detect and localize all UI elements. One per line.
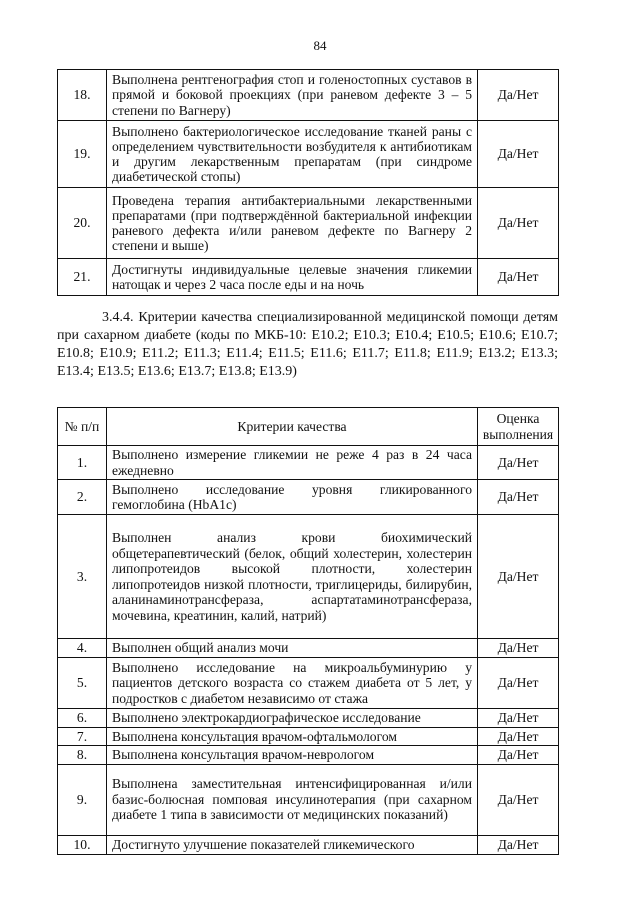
criterion-text: Достигнуты индивидуальные целевые значения гликемии натощак и через 2 часа после еды и на ночь [107, 259, 478, 296]
criterion-text: Выполнена заместительная интенсифицированная и/или базис-болюсная помповая инсулинотерапия (при сахарном диабете 1 типа в зависимости от медицинских показаний) [107, 764, 478, 835]
row-number: 7. [58, 727, 107, 746]
table-row [58, 259, 559, 296]
assessment-value: Да/Нет [478, 658, 559, 709]
table-header-row [58, 408, 559, 446]
table-row [58, 639, 559, 658]
table-row [58, 764, 559, 835]
assessment-value: Да/Нет [478, 746, 559, 765]
assessment-value: Да/Нет [478, 515, 559, 639]
row-number: 4. [58, 639, 107, 658]
criterion-text: Выполнена рентгенография стоп и голеностопных суставов в прямой и боковой проекциях (при раневом дефекте 3 – 5 степени по Вагнеру) [107, 70, 478, 121]
assessment-value: Да/Нет [478, 709, 559, 728]
assessment-value: Да/Нет [478, 259, 559, 296]
criterion-text: Выполнена консультация врачом-неврологом [107, 746, 478, 765]
criterion-text: Выполнено измерение гликемии не реже 4 раз в 24 часа ежедневно [107, 446, 478, 480]
table-row [58, 70, 559, 121]
header-criteria: Критерии качества [107, 408, 478, 446]
table-row [58, 835, 559, 854]
assessment-value: Да/Нет [478, 480, 559, 515]
row-number: 5. [58, 658, 107, 709]
criterion-text: Выполнен анализ крови биохимический общетерапевтический (белок, общий холестерин, холестерин липопротеидов высокой плотности, холестерин липопротеидов низкой плотности, триглицериды, билирубин, аланинаминотрансфераза, аспартатаминотрансфераза, мочевина, креатинин, калий, натрий) [107, 515, 478, 639]
criterion-text: Выполнено исследование уровня гликированного гемоглобина (HbA1c) [107, 480, 478, 515]
row-number: 1. [58, 446, 107, 480]
criteria-table-continued [57, 69, 559, 296]
row-number: 2. [58, 480, 107, 515]
criterion-text: Проведена терапия антибактериальными лекарственными препаратами (при подтверждённой бактериальной инфекции раневого дефекта и/или раневом дефекте по Вагнеру 2 степени и выше) [107, 188, 478, 259]
assessment-value: Да/Нет [478, 764, 559, 835]
table-row [58, 446, 559, 480]
criterion-text: Достигнуто улучшение показателей гликемического [107, 835, 478, 854]
section-heading: 3.4.4. Критерии качества специализированной медицинской помощи детям при сахарном диабете (коды по МКБ-10: E10.2; E10.3; E10.4; E10.5; E10.6; E10.7; E10.8; E10.9; E11.2; E11.3; E11.4; E11.5; E11.6; E11.7; E11.8; E11.9; E13.2; E13.3; E13.4; E13.5; E13.6; E13.7; E13.8; E13.9) [57, 310, 558, 379]
row-number: 19. [58, 121, 107, 188]
table-row [58, 727, 559, 746]
row-number: 20. [58, 188, 107, 259]
assessment-value: Да/Нет [478, 121, 559, 188]
assessment-value: Да/Нет [478, 639, 559, 658]
table-row [58, 746, 559, 765]
table-row [58, 188, 559, 259]
table-row [58, 121, 559, 188]
header-number: № п/п [58, 408, 107, 446]
table-row [58, 480, 559, 515]
criterion-text: Выполнен общий анализ мочи [107, 639, 478, 658]
assessment-value: Да/Нет [478, 188, 559, 259]
table-row [58, 709, 559, 728]
criterion-text: Выполнено бактериологическое исследование тканей раны с определением чувствительности возбудителя к антибиотикам и другим лекарственным препаратам (при синдроме диабетической стопы) [107, 121, 478, 188]
row-number: 8. [58, 746, 107, 765]
criterion-text: Выполнено исследование на микроальбуминурию у пациентов детского возраста со стажем диабета от 5 лет, у подростков с диабетом независимо от стажа [107, 658, 478, 709]
table-row [58, 658, 559, 709]
row-number: 3. [58, 515, 107, 639]
assessment-value: Да/Нет [478, 835, 559, 854]
row-number: 9. [58, 764, 107, 835]
assessment-value: Да/Нет [478, 727, 559, 746]
table-row [58, 515, 559, 639]
criterion-text: Выполнено электрокардиографическое исследование [107, 709, 478, 728]
assessment-value: Да/Нет [478, 446, 559, 480]
page-number: 84 [313, 38, 327, 53]
row-number: 10. [58, 835, 107, 854]
row-number: 21. [58, 259, 107, 296]
row-number: 18. [58, 70, 107, 121]
criterion-text: Выполнена консультация врачом-офтальмологом [107, 727, 478, 746]
header-assessment: Оценка выполнения [478, 408, 559, 446]
assessment-value: Да/Нет [478, 70, 559, 121]
criteria-table [57, 407, 559, 855]
row-number: 6. [58, 709, 107, 728]
